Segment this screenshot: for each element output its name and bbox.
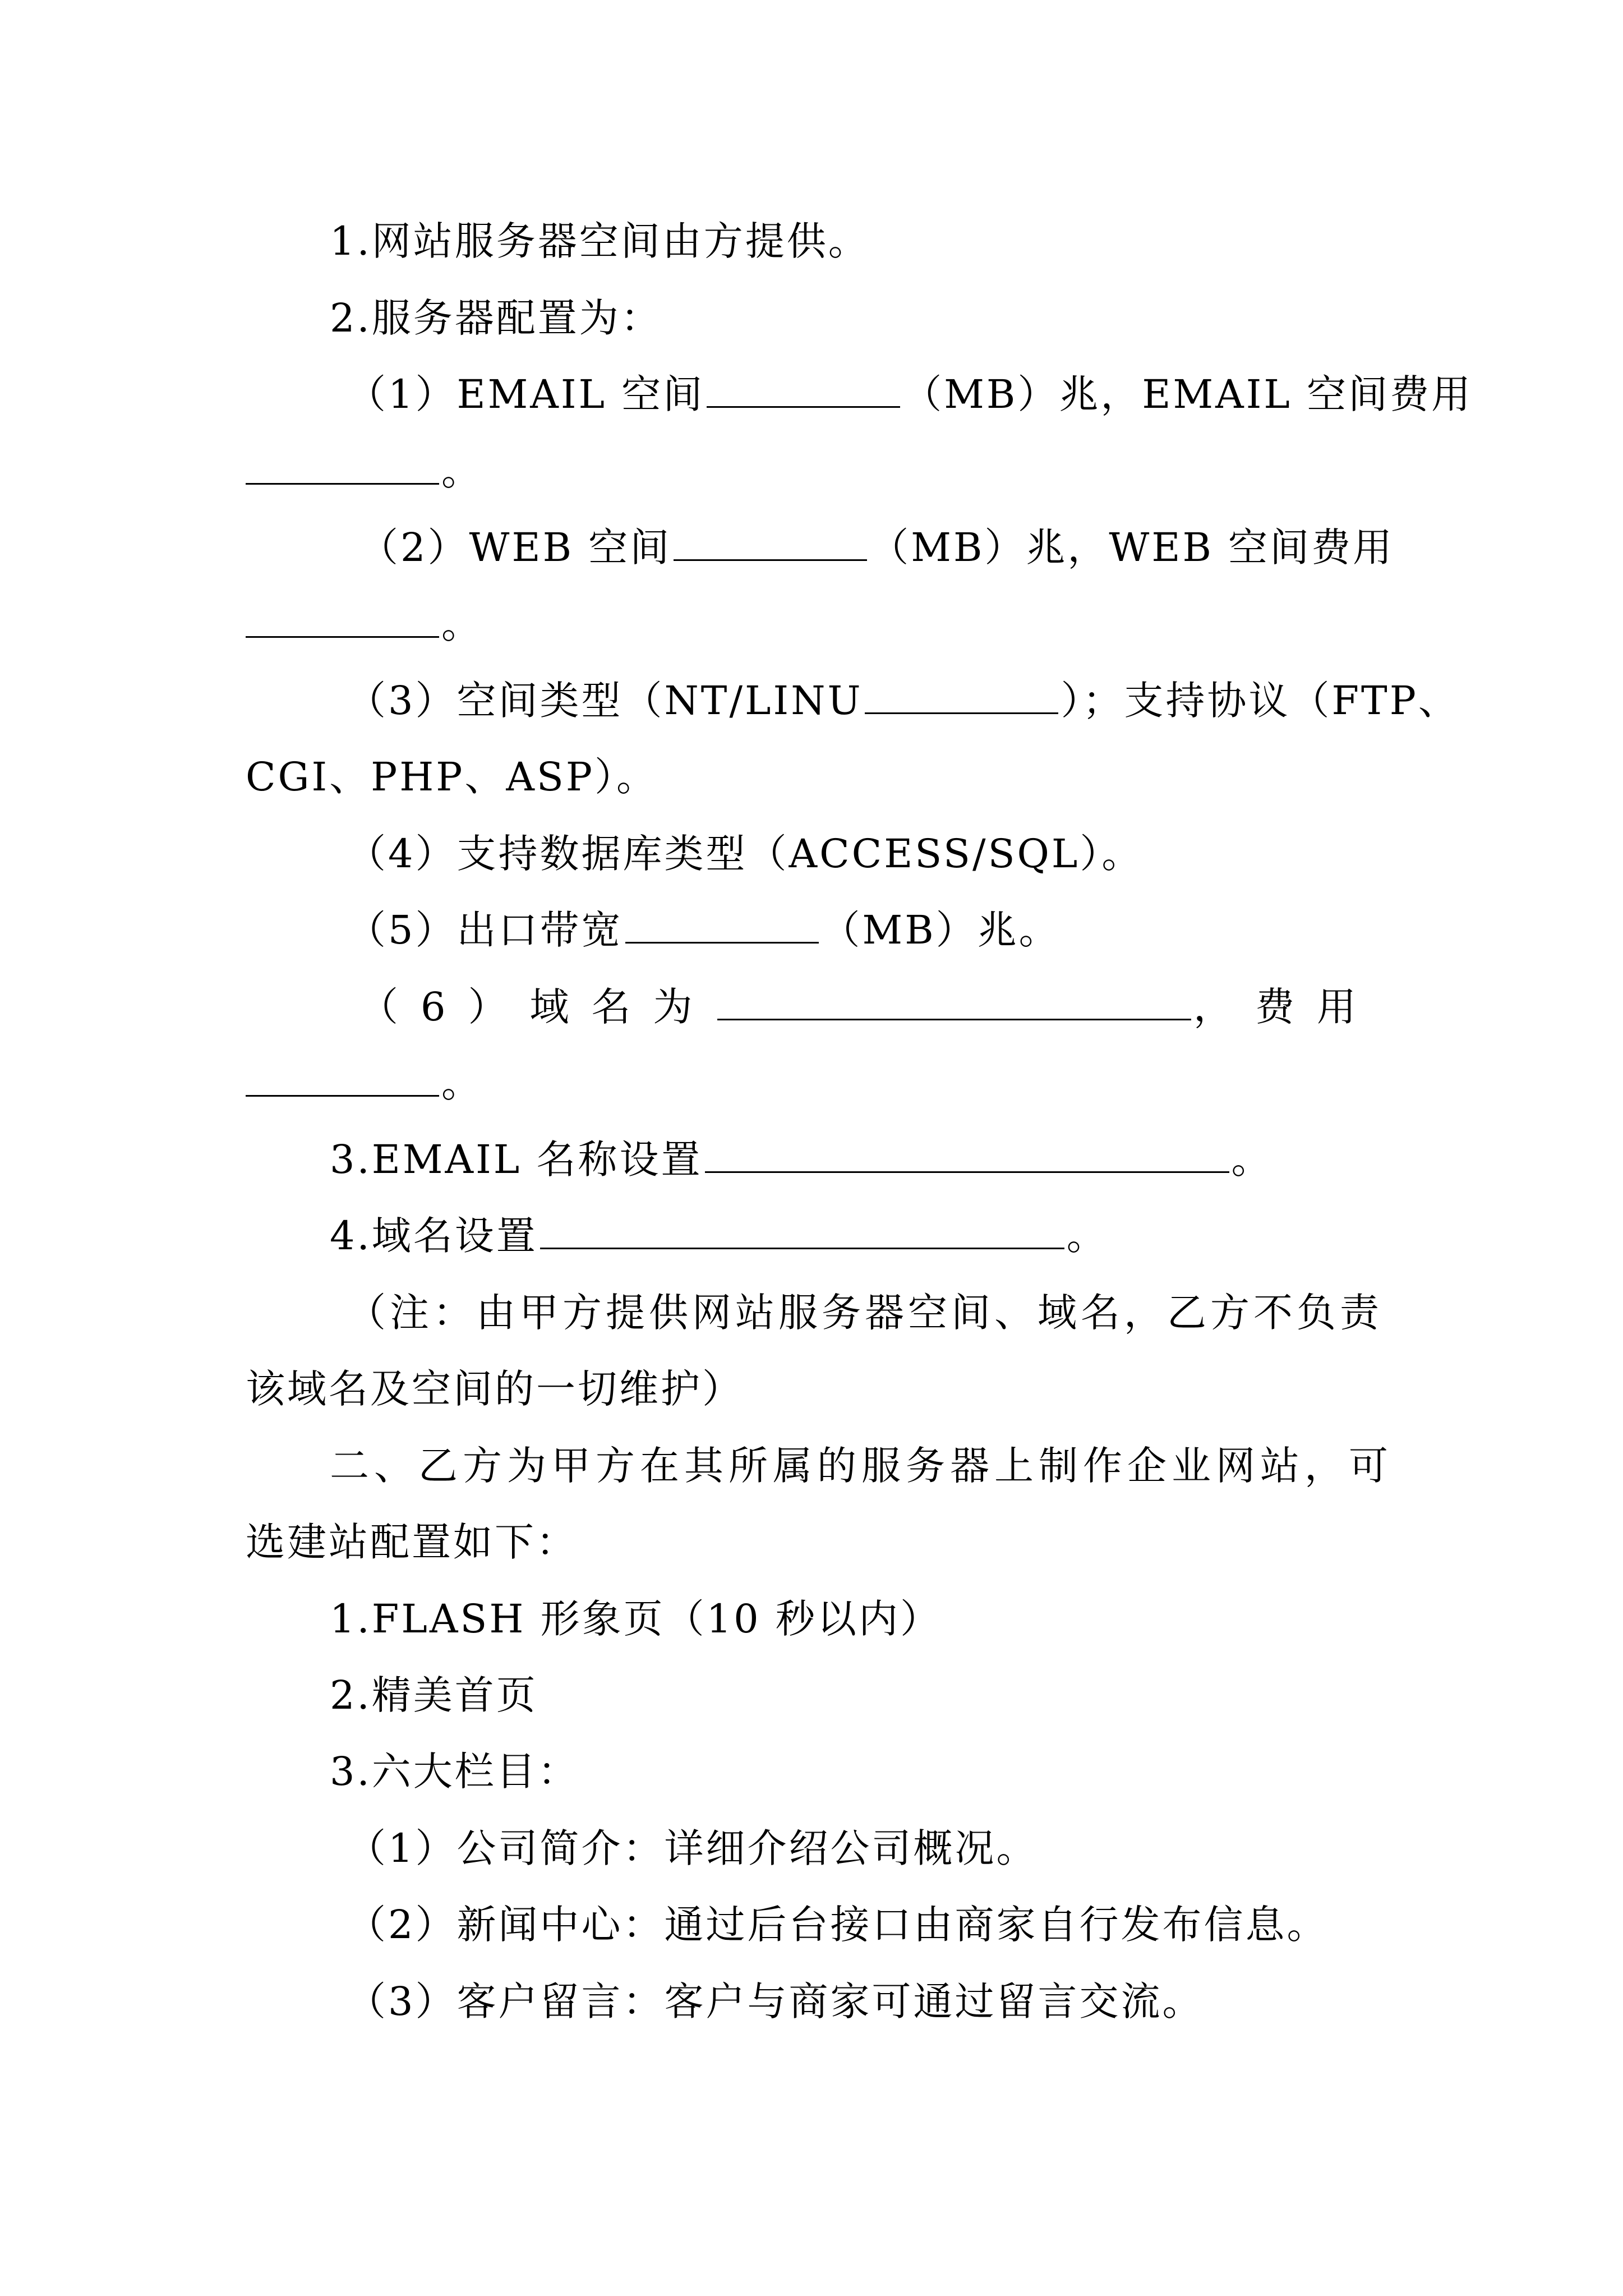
- item-six-columns: [330, 1746, 579, 1797]
- protocols-line: [246, 752, 658, 802]
- web-fee-end: 。: [441, 601, 483, 647]
- email-fee-line: [246, 446, 483, 496]
- item-web-space: [359, 522, 1395, 573]
- note-text-2: 该域名及空间的一切维护）: [246, 1366, 744, 1412]
- item-domain-setting: [330, 1211, 1108, 1261]
- flash-page-text: 1.FLASH 形象页（10 秒以内）: [330, 1596, 942, 1642]
- news-center-text: （2）新闻中心：通过后台接口由商家自行发布信息。: [347, 1902, 1329, 1948]
- item-server-config: [330, 293, 662, 343]
- home-page-text: 2.精美首页: [330, 1672, 538, 1718]
- domain-setting-end: 。: [1066, 1213, 1108, 1259]
- domain-fee-end: 。: [441, 1060, 483, 1106]
- item-home-page: [330, 1670, 538, 1720]
- item-server-space-text: 1.网站服务器空间由方提供。: [330, 218, 870, 264]
- item-email-name: [330, 1134, 1273, 1185]
- bandwidth-label: （5）出口带宽: [347, 907, 623, 953]
- six-columns-text: 3.六大栏目：: [330, 1749, 579, 1795]
- item-space-type: [347, 675, 1460, 726]
- item-customer-messages: [347, 1976, 1204, 2027]
- web-space-blank: [674, 524, 867, 561]
- domain-setting-label: 4.域名设置: [330, 1213, 538, 1259]
- email-name-end: 。: [1231, 1137, 1273, 1182]
- item-bandwidth: [347, 905, 1061, 955]
- domain-fee-line: [246, 1058, 483, 1108]
- space-type-label: （3）空间类型（NT/LINU: [347, 678, 863, 724]
- section-two-heading: [330, 1441, 1393, 1491]
- protocols-text: CGI、PHP、ASP）。: [246, 754, 658, 800]
- section-two-text: 二、乙方为甲方在其所属的服务器上制作企业网站，可: [330, 1443, 1393, 1489]
- note-line-2: [246, 1364, 744, 1414]
- email-fee-blank: [246, 448, 439, 485]
- item-database: [347, 829, 1143, 879]
- domain-fee-label: ，费用: [1193, 984, 1378, 1030]
- protocols-label: ）；支持协议（FTP、: [1061, 678, 1460, 724]
- email-name-label: 3.EMAIL 名称设置: [330, 1137, 703, 1182]
- customer-messages-text: （3）客户留言：客户与商家可通过留言交流。: [347, 1978, 1204, 2024]
- web-fee-blank: [246, 601, 439, 638]
- item-flash-page: [330, 1594, 942, 1644]
- bandwidth-blank: [625, 907, 819, 944]
- email-space-fee-label: （MB）兆，EMAIL 空间费用: [902, 371, 1473, 417]
- database-text: （4）支持数据库类型（ACCESS/SQL）。: [347, 831, 1144, 877]
- email-space-blank: [707, 371, 900, 408]
- item-domain: [359, 982, 1378, 1032]
- domain-label: （6）域名为: [359, 984, 715, 1030]
- web-fee-line: [246, 599, 483, 650]
- web-space-fee-label: （MB）兆，WEB 空间费用: [869, 524, 1395, 570]
- company-intro-text: （1）公司简介：详细介绍公司概况。: [347, 1825, 1038, 1871]
- note-text: （注：由甲方提供网站服务器空间、域名，乙方不负责: [347, 1290, 1383, 1336]
- email-name-blank: [705, 1137, 1229, 1173]
- note-line: [347, 1287, 1383, 1338]
- domain-fee-blank: [246, 1060, 439, 1097]
- domain-blank: [717, 984, 1191, 1020]
- section-two-text-2: 选建站配置如下：: [246, 1519, 578, 1565]
- email-space-label: （1）EMAIL 空间: [347, 371, 705, 417]
- item-email-space: [347, 369, 1473, 420]
- bandwidth-unit: （MB）兆。: [820, 907, 1061, 953]
- item-server-config-text: 2.服务器配置为：: [330, 295, 662, 341]
- item-server-space: [330, 216, 870, 266]
- space-type-blank: [865, 678, 1058, 714]
- email-fee-end: 。: [441, 448, 483, 494]
- item-company-intro: [347, 1823, 1038, 1874]
- web-space-label: （2）WEB 空间: [359, 524, 672, 570]
- section-two-heading-2: [246, 1517, 578, 1567]
- domain-setting-blank: [540, 1213, 1064, 1249]
- item-news-center: [347, 1899, 1329, 1950]
